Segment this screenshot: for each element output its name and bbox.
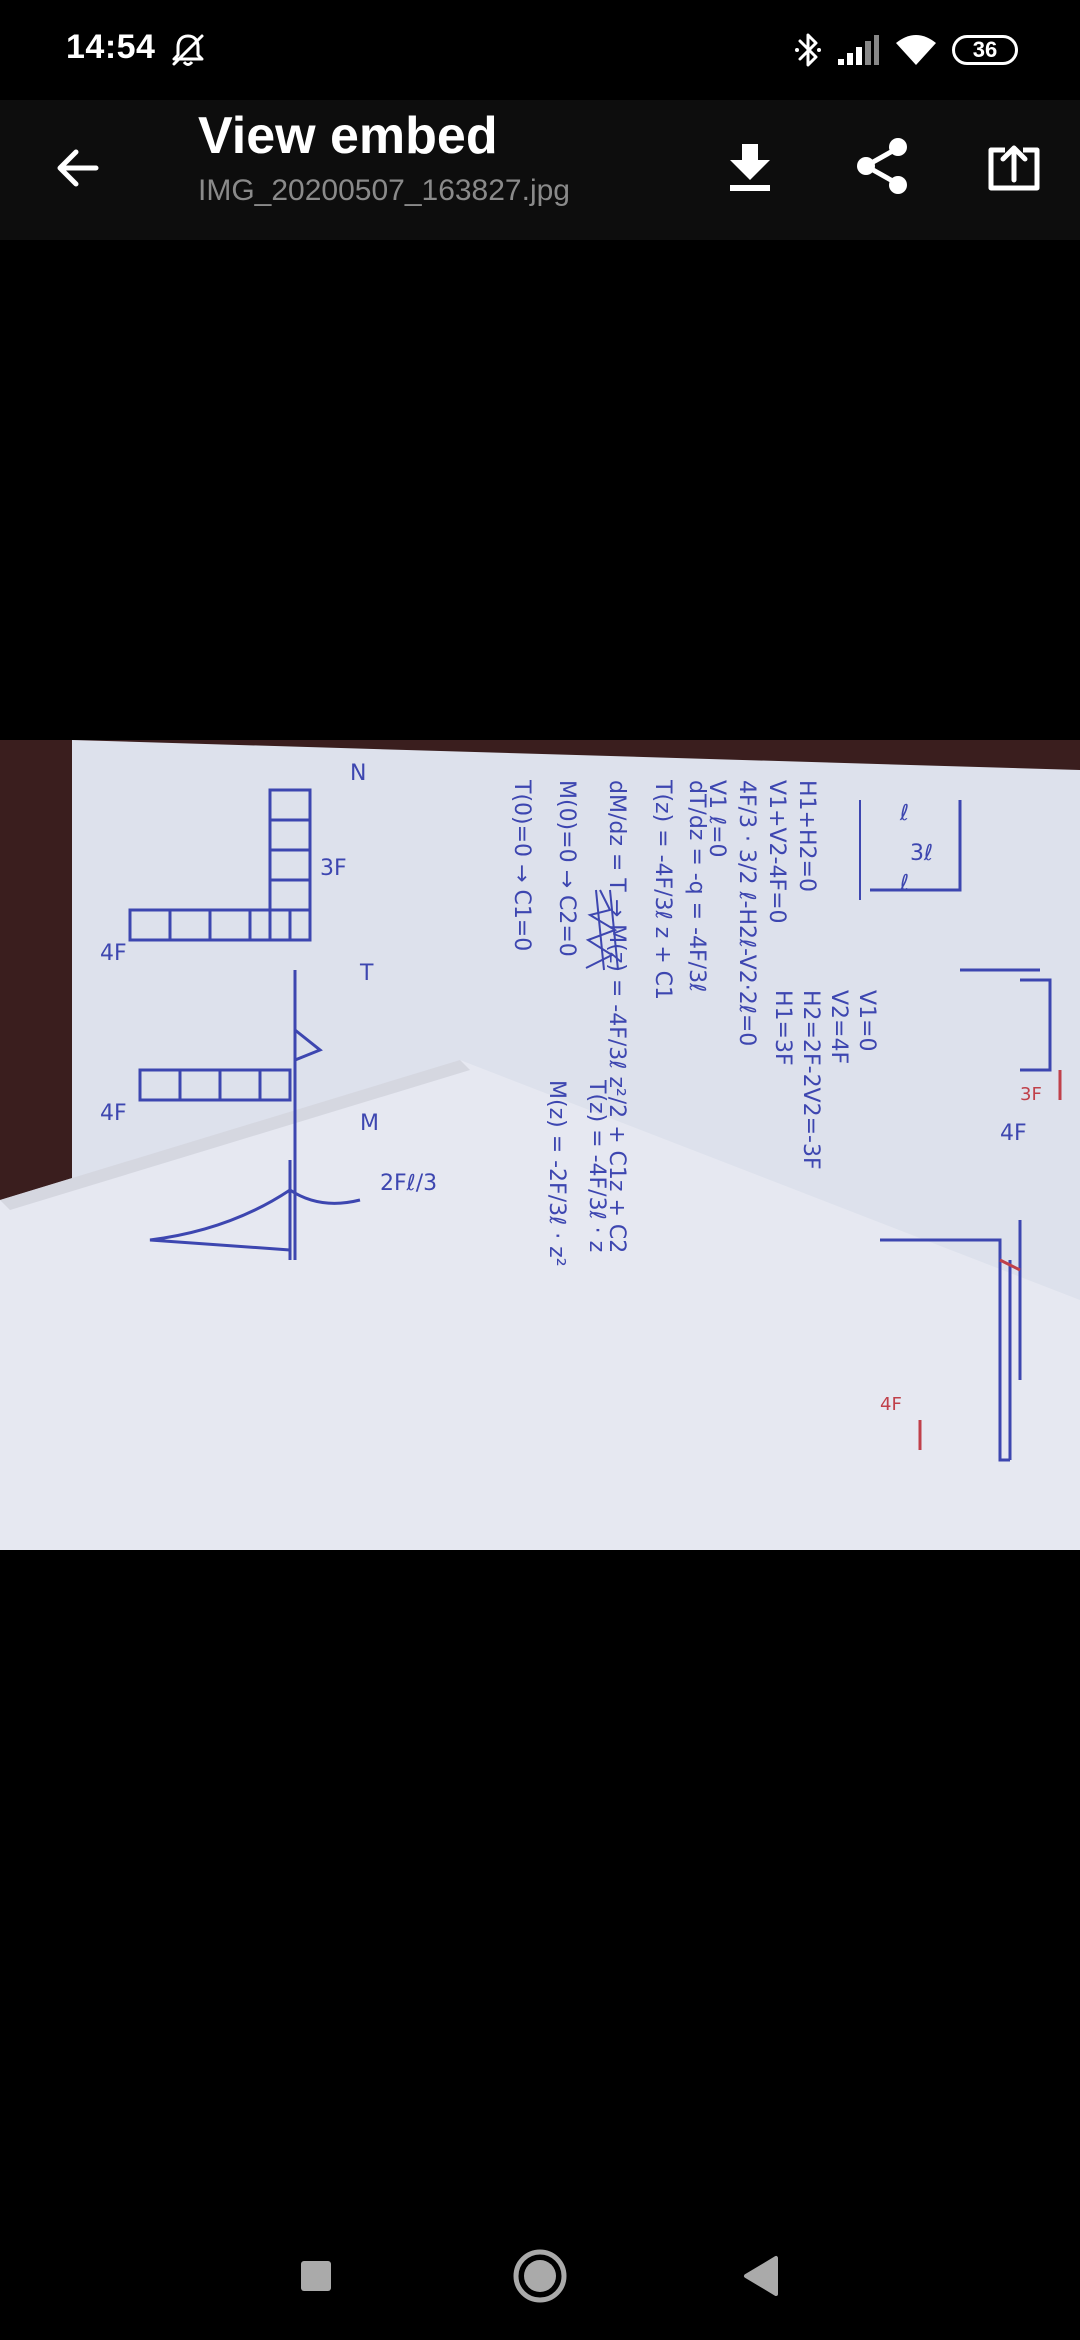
handwriting-eq3: 4F/3 · 3/2 ℓ-H2ℓ-V2·2ℓ=0 [734,780,759,1047]
handwriting-diff1: dT/dz = -q = -4F/3ℓ [684,780,709,993]
red-label-4f: 4F [880,1394,902,1415]
handwriting-diff2: T(z) = -4F/3ℓ z + C1 [650,780,675,1000]
recents-square-icon [299,2259,333,2293]
home-circle-icon [512,2248,568,2304]
dim-3l: 3ℓ [910,841,934,866]
status-bar [0,0,1080,100]
top-label-4f: 4F [1000,1121,1027,1146]
handwriting-eq2: V1+V2-4F=0 [764,780,789,924]
handwriting-sol1: V1=0 [854,990,879,1052]
handwriting-sol2: V2=4F [826,990,851,1065]
navigation-bar [0,2210,1080,2340]
handwriting-bc1: M(0)=0 → C2=0 [554,780,579,957]
back-triangle-icon [740,2254,780,2298]
signal-icon [836,33,880,67]
battery-level: 36 [972,37,998,62]
label-m: M [360,1111,379,1136]
handwriting-sol4: H1=3F [770,990,795,1066]
open-external-icon [987,140,1041,192]
handwriting-res1: T(z) = -4F/3ℓ · z [584,1080,609,1253]
app-bar [0,100,1080,240]
wifi-icon [894,33,938,67]
handwriting-diff3: dM/dz = T → M(z) = -4F/3ℓ z²/2 + C1z + C2 [604,780,629,1254]
status-icons [794,30,1018,70]
handwriting-eq4: V1 ℓ=0 [704,780,729,858]
photo-handwritten-notes[interactable] [0,740,1080,1550]
recents-button[interactable] [278,2238,354,2314]
dim-l2: ℓ [900,871,910,896]
handwriting-eq1: H1+H2=0 [794,780,819,892]
label-n: N [350,761,367,786]
image-viewer[interactable] [0,240,1080,2240]
handwriting-res2: M(z) = -2F/3ℓ · z² [544,1080,569,1267]
file-name: IMG_20200507_163827.jpg [198,174,570,207]
back-nav-button[interactable] [722,2238,798,2314]
n-value-3f: 3F [320,856,347,881]
share-icon [854,136,910,196]
bluetooth-icon [794,31,822,69]
status-time: 14:54 [66,28,156,66]
open-external-button[interactable] [972,124,1056,208]
download-icon [726,140,774,192]
red-label-3f: 3F [1020,1084,1042,1105]
download-button[interactable] [708,124,792,208]
dim-l1: ℓ [900,801,910,826]
home-button[interactable] [502,2238,578,2314]
t-value-4f: 4F [100,1101,127,1126]
back-button[interactable] [40,130,116,206]
handwriting-bc2: T(0)=0 → C1=0 [509,780,534,952]
n-value-4f: 4F [100,941,127,966]
page-title: View embed [198,107,498,165]
bell-off-icon [168,30,208,70]
handwriting-sol3: H2=2F-2V2=-3F [798,990,823,1170]
back-arrow-icon [52,142,104,194]
m-value-2fl: 2Fℓ/3 [380,1171,438,1196]
battery-icon [952,35,1018,65]
label-t: T [360,961,374,986]
share-button[interactable] [840,124,924,208]
